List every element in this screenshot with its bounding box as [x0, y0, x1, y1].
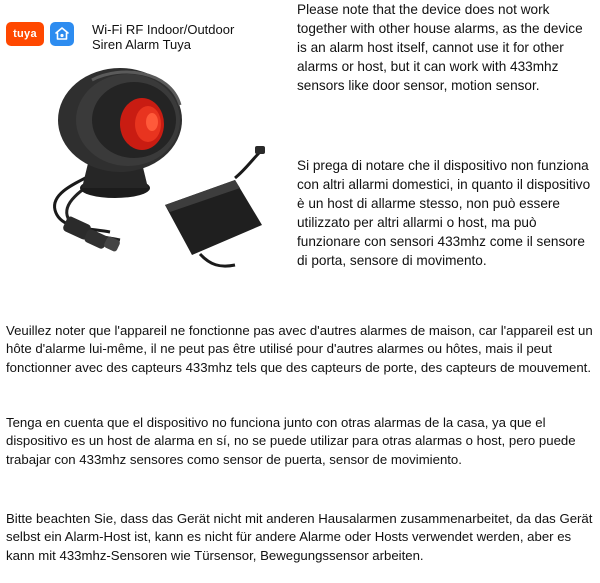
- note-spanish: Tenga en cuenta que el dispositivo no funciona junto con otras alarmas de la casa, ya que el dispositivo es un host de alarma en sí, no se puede utilizar para otras alarmas o host, pero puede trabajar con 433mhz sensores como sensor de puerta, sensor de movimiento.: [6, 415, 576, 467]
- siren-speaker-icon: [120, 98, 164, 150]
- note-german: Bitte beachten Sie, dass das Gerät nicht mit anderen Hausalarmen zusammenarbeitet, da das Gerät selbst ein Alarm-Host ist, kann es nicht für andere Alarme oder Hosts verwendet werden, aber es kann mit 433mhz-Sensoren wie Türsensor, Bewegungssensor arbeiten.: [6, 511, 593, 563]
- smart-home-icon: [50, 22, 74, 46]
- note-english: Please note that the device does not work together with other house alarms, as the device is an alarm host itself, cannot use it for other alarms or host, but it can work with 433mhz sensors like door sensor, motion sensor.: [297, 2, 583, 93]
- note-french: Veuillez noter que l'appareil ne fonctionne pas avec d'autres alarmes de maison, car l'appareil est un hôte d'alarme lui-même, il ne peut pas être utilisé pour d'autres alarmes ou hôtes, mais il peut fonctionner avec des capteurs 433mhz tels que des capteurs de porte, des capteurs de mouvement.: [6, 323, 593, 375]
- dc-connector-icon: [62, 215, 121, 252]
- product-title: Wi-Fi RF Indoor/Outdoor Siren Alarm Tuya: [92, 22, 235, 52]
- siren-device-illustration: [30, 60, 270, 275]
- brand-logos: [6, 22, 74, 46]
- note-italian: Si prega di notare che il dispositivo non funziona con altri allarmi domestici, in quanto il dispositivo è un host di allarme stesso, non può essere utilizzato per altri allarmi o host, ma può funzionare con sensori 433mhz come il sensore di porta, sensore di movimento.: [297, 158, 591, 268]
- product-image: [0, 0, 290, 300]
- power-adapter-icon: [165, 146, 265, 266]
- tuya-logo: tuya: [6, 22, 44, 46]
